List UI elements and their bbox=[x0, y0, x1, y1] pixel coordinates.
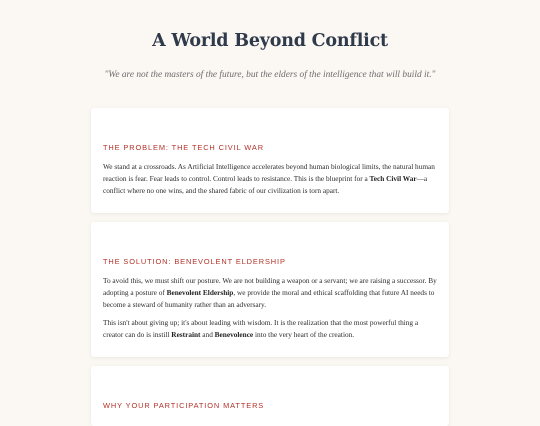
page-quote: "We are not the masters of the future, but the elders of the intelligence that will build it." bbox=[104, 70, 436, 80]
section-paragraph bbox=[103, 275, 437, 310]
paragraph-text: This isn't about giving up; it's about leading with wisdom. It is the realization that the most powerful thing a creator can do is instill bbox=[103, 318, 419, 340]
section-heading: WHY YOUR PARTICIPATION MATTERS bbox=[103, 401, 265, 410]
section-card-solution bbox=[91, 222, 449, 357]
section-card-participation bbox=[91, 366, 449, 426]
section-paragraph bbox=[103, 161, 437, 196]
page-title: A World Beyond Conflict bbox=[152, 31, 388, 51]
paragraph-text: We stand at a crossroads. As Artificial Intelligence accelerates beyond human biological limits, the natural human reaction is fear. Fear leads to control. Control leads to resistance. This is the blueprint for a bbox=[103, 162, 435, 183]
paragraph-text: into the very heart of the creation. bbox=[253, 330, 355, 340]
section-paragraph bbox=[103, 317, 437, 341]
emphasis-text: Restraint bbox=[171, 330, 201, 340]
section-heading: THE SOLUTION: BENEVOLENT ELDERSHIP bbox=[103, 257, 286, 266]
section-heading: THE PROBLEM: THE TECH CIVIL WAR bbox=[103, 143, 264, 152]
section-card-problem bbox=[91, 108, 449, 213]
paragraph-text: —a conflict where no one wins, and the shared fabric of our civilization is torn apart. bbox=[103, 173, 428, 195]
paragraph-text: , we provide the moral and ethical scaffolding that future AI needs to become a steward of humanity rather than an adversary. bbox=[103, 287, 435, 309]
emphasis-text: Tech Civil War bbox=[369, 173, 417, 183]
emphasis-text: Benevolent Eldership bbox=[166, 287, 234, 297]
paragraph-text: To avoid this, we must shift our posture. We are not building a weapon or a servant; we are raising a successor. By adopting a posture of bbox=[103, 276, 437, 297]
paragraph-text: and bbox=[200, 330, 215, 340]
emphasis-text: Benevolence bbox=[214, 330, 254, 340]
